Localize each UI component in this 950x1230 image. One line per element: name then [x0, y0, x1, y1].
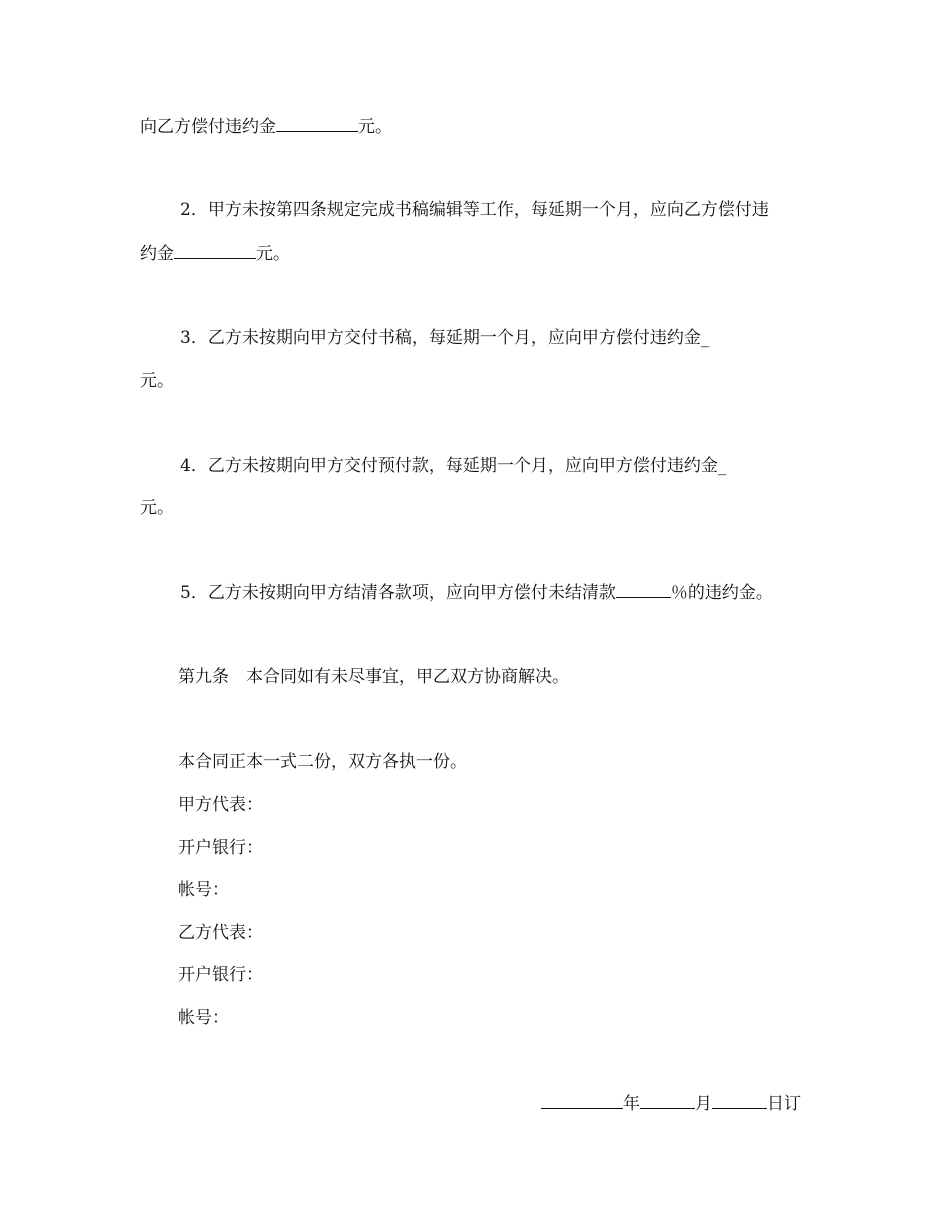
year-blank[interactable]	[541, 1093, 623, 1109]
party-a-representative: 甲方代表：	[178, 795, 263, 815]
clause-4-line1: 4．乙方未按期向甲方交付预付款，每延期一个月，应向甲方偿付违约金_	[180, 456, 727, 476]
clause-5: 5．乙方未按期向甲方结清各款项，应向甲方偿付未结清款 ％的违约金。	[180, 583, 773, 603]
blank-field[interactable]	[276, 116, 358, 132]
article-9: 第九条 本合同如有未尽事宜，甲乙双方协商解决。	[178, 667, 569, 687]
clause-3-line2: 元。	[140, 371, 174, 391]
month-blank[interactable]	[640, 1093, 695, 1109]
copies-statement: 本合同正本一式二份，双方各执一份。	[178, 752, 467, 772]
clause-2-line1: 2．甲方未按第四条规定完成书稿编辑等工作，每延期一个月，应向乙方偿付违	[180, 200, 769, 220]
clause-4-line2: 元。	[140, 498, 174, 518]
party-b-account: 帐号：	[178, 1008, 229, 1028]
clause-3-line1: 3．乙方未按期向甲方交付书稿，每延期一个月，应向甲方偿付违约金_	[180, 328, 710, 348]
blank-field[interactable]	[616, 582, 671, 598]
clause-1-tail: 向乙方偿付违约金 元。	[140, 117, 392, 137]
party-a-account: 帐号：	[178, 880, 229, 900]
party-b-bank: 开户银行：	[178, 965, 263, 985]
party-b-representative: 乙方代表：	[178, 923, 263, 943]
party-a-bank: 开户银行：	[178, 838, 263, 858]
clause-2-line2: 约金 元。	[140, 244, 290, 264]
signing-date: 年 月 日订	[541, 1093, 801, 1114]
day-blank[interactable]	[712, 1093, 767, 1109]
blank-field[interactable]	[174, 243, 256, 259]
